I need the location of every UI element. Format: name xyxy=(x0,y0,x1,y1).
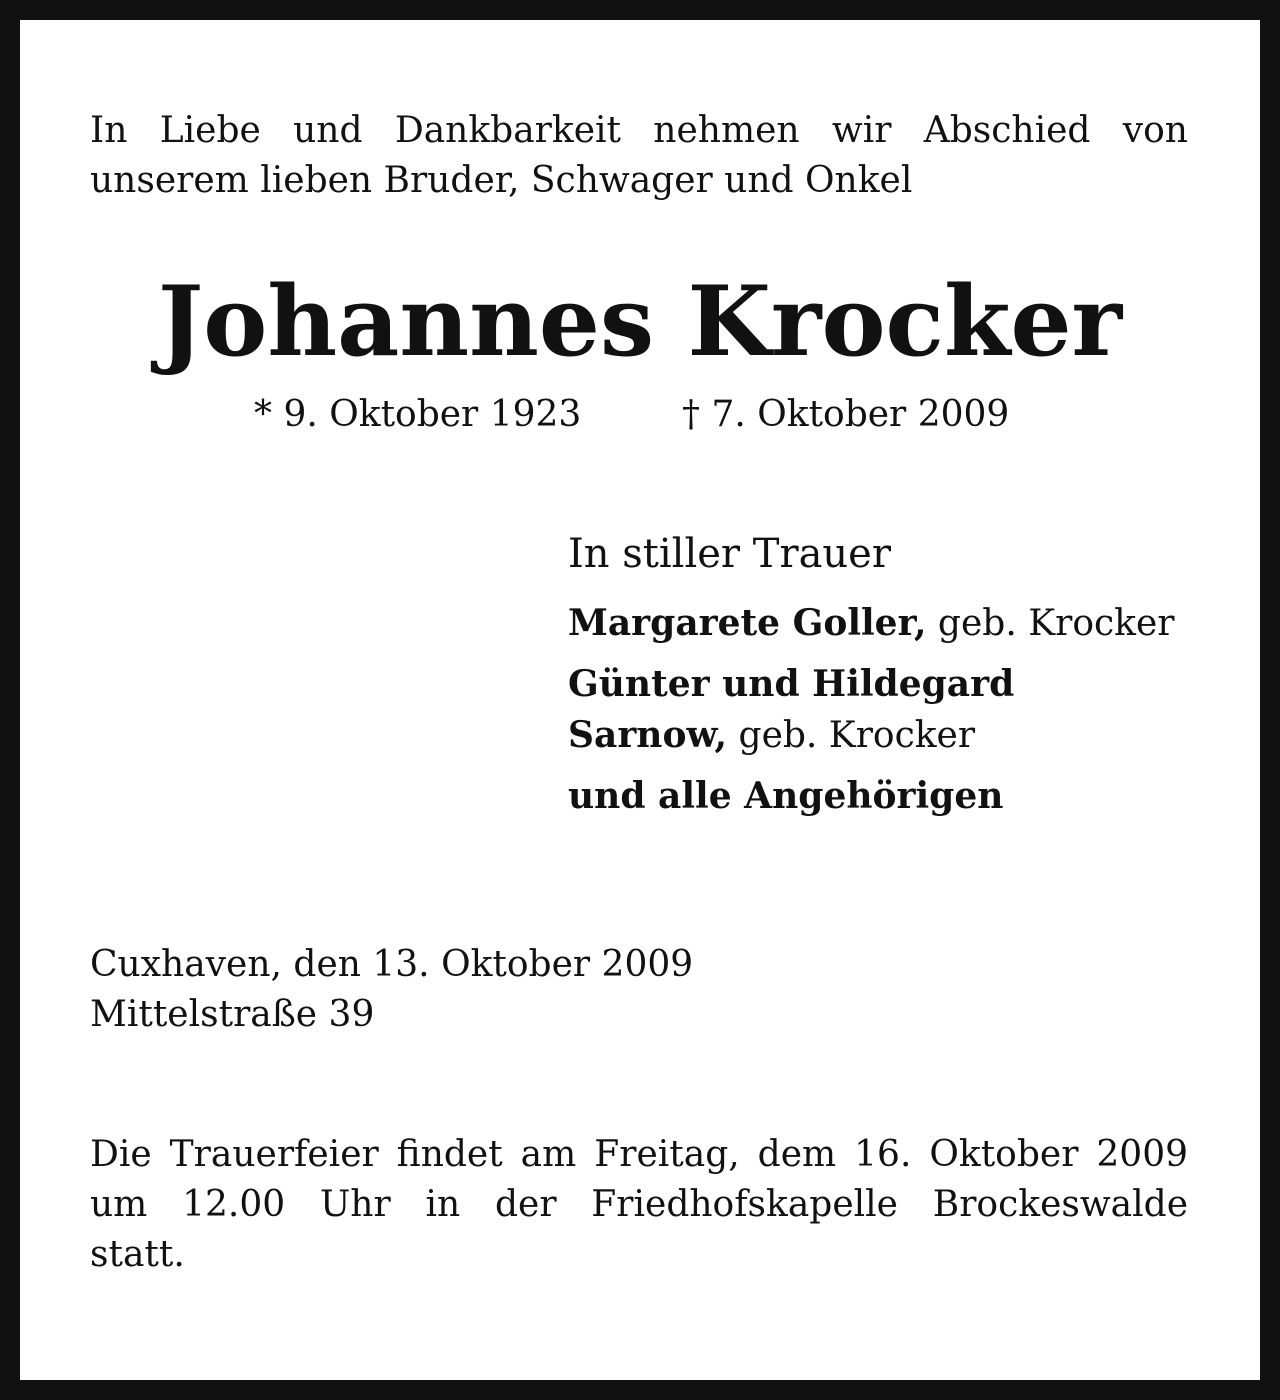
mourner-entry-3 xyxy=(568,771,1208,822)
street-address: Mittelstraße 39 xyxy=(90,994,375,1035)
mourner-1-maiden: geb. Krocker xyxy=(926,603,1175,644)
deceased-name: Johannes Krocker xyxy=(157,265,1123,378)
intro-line-1: In Liebe und Dankbarkeit nehmen wir Abschied von xyxy=(90,110,1188,151)
mourner-2-maiden: geb. Krocker xyxy=(727,715,976,756)
birth-date: * 9. Oktober 1923 xyxy=(254,394,582,435)
mourner-2-names: Günter und Hildegard xyxy=(568,663,1015,705)
city-date: Cuxhaven, den 13. Oktober 2009 xyxy=(90,944,694,985)
place-and-date xyxy=(90,940,693,1040)
intro-text xyxy=(90,106,1188,206)
mourner-entry-1 xyxy=(568,598,1208,649)
mourner-3-relatives: und alle Angehörigen xyxy=(568,775,1004,817)
ceremony-line-3: statt. xyxy=(90,1234,185,1275)
ceremony-line-2: um 12.00 Uhr in der Friedhofskapelle Brockeswalde xyxy=(90,1184,1188,1225)
mourners-block xyxy=(568,528,1208,832)
mourning-heading: In stiller Trauer xyxy=(568,531,891,577)
mourner-1-name: Margarete Goller, xyxy=(568,602,927,644)
mourner-entry-2 xyxy=(568,659,1208,761)
ceremony-line-1: Die Trauerfeier findet am Freitag, dem 16. Oktober 2009 xyxy=(90,1134,1188,1175)
intro-line-2: unserem lieben Bruder, Schwager und Onkel xyxy=(90,160,913,201)
ceremony-notice xyxy=(90,1130,1188,1280)
mourner-2-surname: Sarnow, xyxy=(568,714,728,756)
death-date: † 7. Oktober 2009 xyxy=(682,394,1010,435)
